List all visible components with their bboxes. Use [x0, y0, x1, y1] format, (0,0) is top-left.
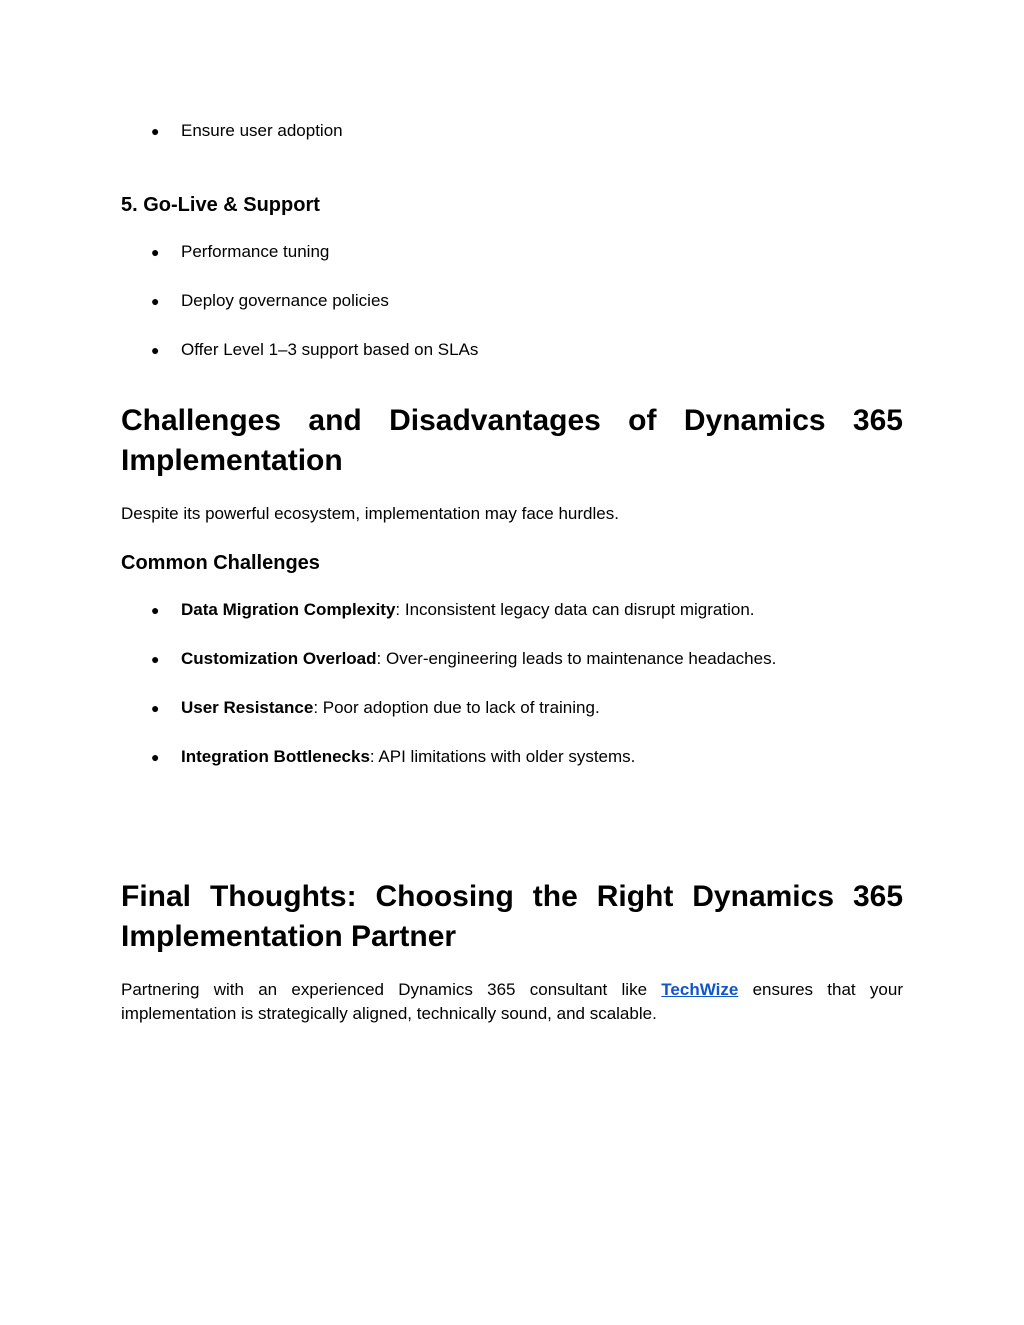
list-item-text: Deploy governance policies	[181, 291, 389, 310]
list-item-desc: : Inconsistent legacy data can disrupt migration.	[395, 600, 755, 619]
final-text-after-link: ensures that your	[752, 980, 903, 999]
bullet-icon: ●	[151, 293, 160, 309]
final-paragraph-line2: implementation is strategically aligned, technically sound, and scalable.	[121, 1004, 657, 1023]
heading-final-line2: Implementation Partner	[121, 920, 457, 953]
list-item-term: Integration Bottlenecks	[181, 747, 370, 766]
heading-final-line1: Final Thoughts: Choosing the Right Dynamics 365	[121, 880, 903, 913]
list-item-desc: : Poor adoption due to lack of training.	[313, 698, 600, 717]
list-item-term: Customization Overload	[181, 649, 377, 668]
bullet-icon: ●	[151, 123, 160, 139]
bullet-icon: ●	[151, 700, 160, 716]
list-item-text: Performance tuning	[181, 242, 330, 261]
heading-challenges	[121, 401, 903, 481]
bullet-icon: ●	[151, 651, 160, 667]
subheading-common-challenges: Common Challenges	[121, 552, 320, 574]
heading-challenges-line2: Implementation	[121, 444, 343, 477]
bullet-icon: ●	[151, 602, 160, 618]
bullet-icon: ●	[151, 749, 160, 765]
final-text-before-link: Partnering with an experienced Dynamics 365 consultant like	[121, 980, 648, 999]
section-heading-golive: 5. Go-Live & Support	[121, 194, 320, 216]
list-item-term: User Resistance	[181, 698, 314, 717]
bullet-icon: ●	[151, 244, 160, 260]
list-item-desc: : API limitations with older systems.	[369, 747, 636, 766]
heading-final-thoughts	[121, 877, 903, 957]
final-paragraph	[121, 978, 903, 1026]
list-item-term: Data Migration Complexity	[181, 600, 396, 619]
techwize-link[interactable]: TechWize	[661, 980, 739, 999]
heading-challenges-line1: Challenges and Disadvantages of Dynamics 365	[121, 404, 903, 437]
list-item-text: Offer Level 1–3 support based on SLAs	[181, 340, 479, 359]
bullet-icon: ●	[151, 342, 160, 358]
challenges-intro: Despite its powerful ecosystem, implementation may face hurdles.	[121, 504, 619, 523]
final-paragraph-line1	[121, 978, 903, 1002]
list-item-desc: : Over-engineering leads to maintenance headaches.	[376, 649, 777, 668]
list-item-text: Ensure user adoption	[181, 121, 343, 140]
